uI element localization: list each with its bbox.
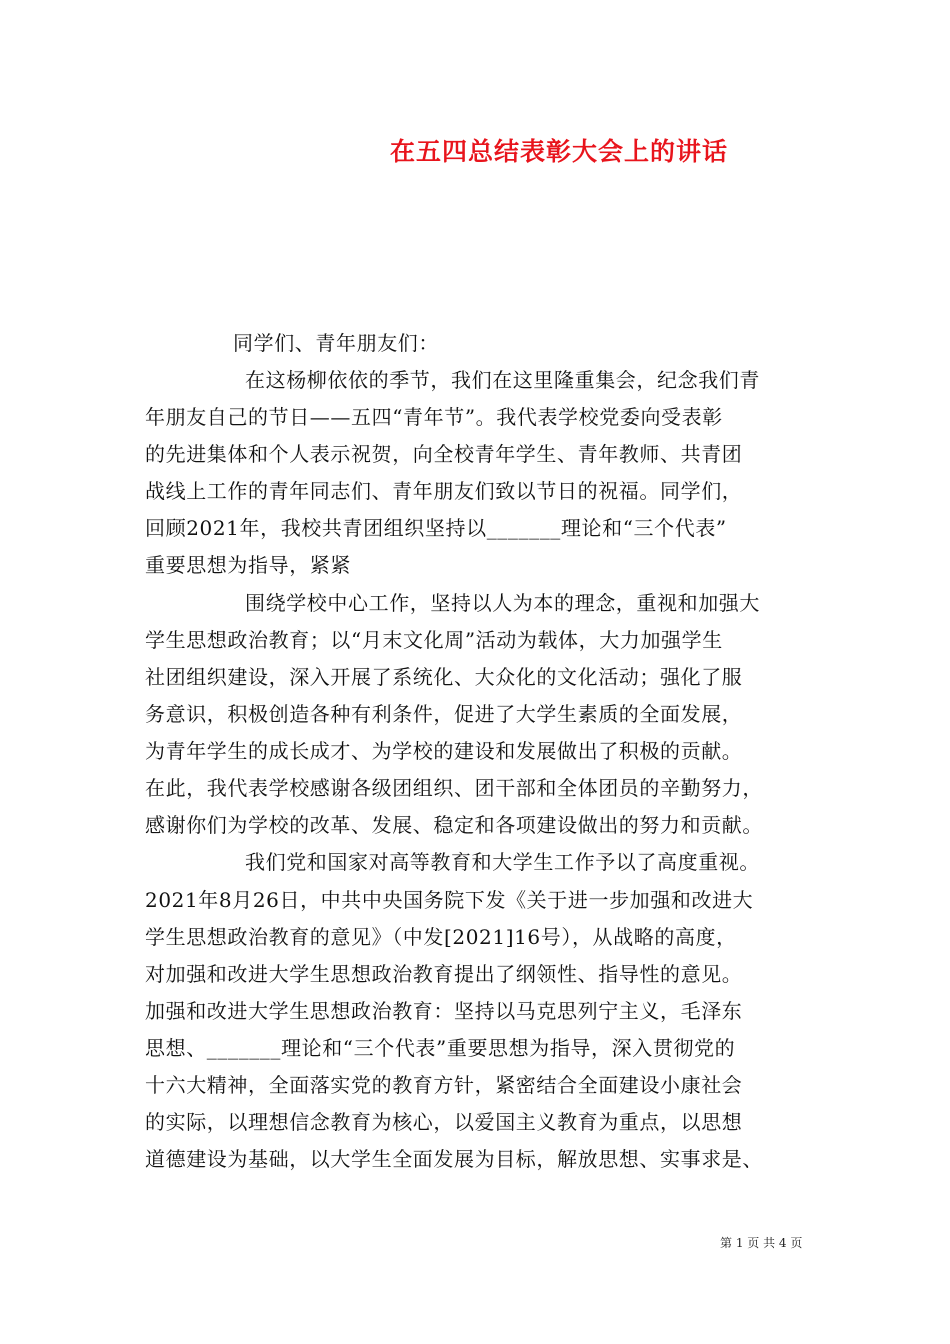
paragraph-line: 务意识，积极创造各种有利条件，促进了大学生素质的全面发展， [145, 702, 743, 726]
paragraph-line: 围绕学校中心工作，坚持以人为本的理念，重视和加强大 [245, 591, 760, 615]
paragraph-line: 学生思想政治教育；以“月末文化周”活动为载体，大力加强学生 [145, 628, 723, 652]
paragraph-line: 思想、_______理论和“三个代表”重要思想为指导，深入贯彻党的 [145, 1036, 736, 1060]
paragraph-line: 战线上工作的青年同志们、青年朋友们致以节日的祝福。同学们， [145, 479, 743, 503]
paragraph-line: 道德建设为基础，以大学生全面发展为目标，解放思想、实事求是、 [145, 1147, 763, 1171]
page-number: 第 1 页 共 4 页 [720, 1236, 803, 1250]
paragraph-line: 的先进集体和个人表示祝贺，向全校青年学生、青年教师、共青团 [145, 442, 743, 466]
paragraph-line: 的实际，以理想信念教育为核心，以爱国主义教育为重点，以思想 [145, 1110, 743, 1134]
paragraph-line: 为青年学生的成长成才、为学校的建设和发展做出了积极的贡献。 [145, 739, 743, 763]
paragraph-line: 在这杨柳依依的季节，我们在这里隆重集会，纪念我们青 [245, 368, 760, 392]
paragraph-line: 加强和改进大学生思想政治教育：坚持以马克思列宁主义，毛泽东 [145, 999, 743, 1023]
paragraph-line: 回顾2021年，我校共青团组织坚持以_______理论和“三个代表” [145, 516, 727, 540]
paragraph-line: 学生思想政治教育的意见》（中发[2021]16号），从战略的高度， [145, 925, 737, 949]
salutation-line: 同学们、青年朋友们： [233, 331, 439, 355]
paragraph-line: 重要思想为指导，紧紧 [145, 553, 351, 577]
paragraph-line: 我们党和国家对高等教育和大学生工作予以了高度重视。 [245, 850, 760, 874]
paragraph-line: 2021年8月26日，中共中央国务院下发《关于进一步加强和改进大 [145, 888, 754, 912]
paragraph-line: 感谢你们为学校的改革、发展、稳定和各项建设做出的努力和贡献。 [145, 813, 763, 837]
paragraph-line: 对加强和改进大学生思想政治教育提出了纲领性、指导性的意见。 [145, 962, 743, 986]
document-title: 在五四总结表彰大会上的讲话 [390, 137, 729, 166]
paragraph-line: 年朋友自己的节日——五四“青年节”。我代表学校党委向受表彰 [145, 405, 723, 429]
paragraph-line: 在此，我代表学校感谢各级团组织、团干部和全体团员的辛勤努力， [145, 776, 763, 800]
paragraph-line: 十六大精神，全面落实党的教育方针，紧密结合全面建设小康社会 [145, 1073, 743, 1097]
paragraph-line: 社团组织建设，深入开展了系统化、大众化的文化活动；强化了服 [145, 665, 743, 689]
